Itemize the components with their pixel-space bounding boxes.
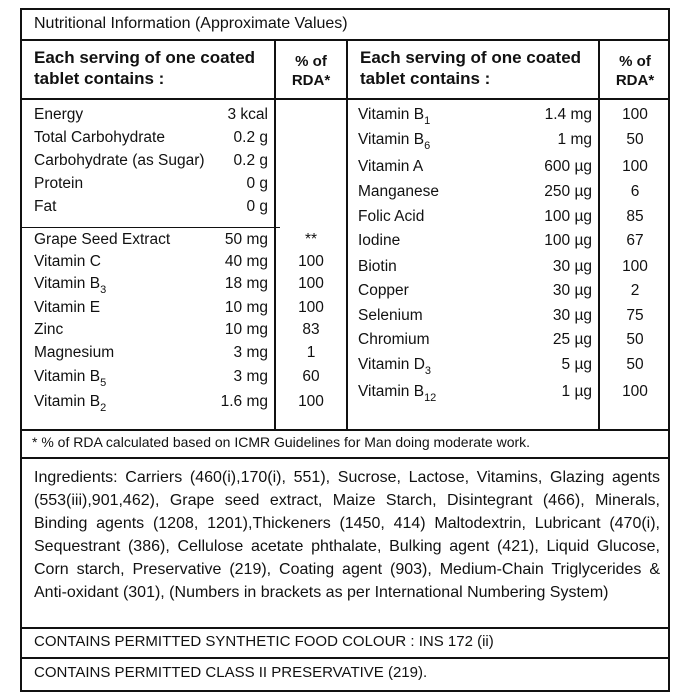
divider [22, 98, 668, 100]
nutrient-name: Protein [34, 175, 84, 192]
nutrient-amount: 0.2 g [233, 129, 268, 146]
nutrient-name: Magnesium [34, 344, 115, 361]
divider [22, 39, 668, 41]
rda-footnote: * % of RDA calculated based on ICMR Guidelines for Man doing moderate work. [32, 434, 531, 450]
nutrient-amount: 250 µg [544, 183, 592, 200]
nutrient-amount: 30 µg [552, 258, 592, 275]
nutrient-amount: 1.4 mg [544, 106, 592, 123]
header-line: % of [295, 53, 327, 70]
header-line: Each serving of one coated [34, 48, 256, 67]
nutrient-rda: 2 [630, 282, 640, 299]
label-title: Nutritional Information (Approximate Values) [34, 15, 348, 32]
nutrient-name: Chromium [358, 331, 430, 348]
nutrient-name: Vitamin $B_5$ [34, 368, 107, 389]
nutrient-rda: 83 [302, 321, 320, 338]
nutrient-rda: 100 [622, 106, 648, 123]
nutrient-amount: 0.2 g [233, 152, 268, 169]
header-line: RDA* [291, 72, 331, 89]
nutrient-rda: 100 [298, 275, 324, 292]
nutrient-name: Vitamin $B_1$ [358, 106, 431, 127]
nutrient-name: Fat [34, 198, 57, 215]
nutrient-name: Vitamin $B_6$ [358, 131, 431, 152]
nutrient-amount: 30 µg [552, 282, 592, 299]
rda-header [600, 52, 670, 90]
divider [22, 627, 668, 629]
nutrient-rda: 85 [626, 208, 644, 225]
nutrient-amount: 10 mg [224, 321, 268, 338]
nutrient-name: Copper [358, 282, 409, 299]
nutrition-label [20, 8, 670, 692]
nutrient-amount: 18 mg [224, 275, 268, 292]
divider [22, 657, 668, 659]
nutrient-amount: 0 g [246, 175, 268, 192]
nutrient-name: Vitamin $B_2$ [34, 393, 107, 414]
ingredients-text: Ingredients: Carriers (460(i),170(i), 551), Sucrose, Lactose, Vitamins, Glazing agents (553(iii),901,462), Grape seed extract, Maize Starch, Disintegrant (466), Minerals, Binding agents (1208, 1201),Thickeners (1450, 414) Maltodextrin, Lubricant (470(i), Sequestrant (386), Cellulose acetate phthalate, Bulking agent (421), Liquid Glucose, Corn starch, Preservative (219), Coating agent (903), Medium-Chain Triglycerides & Anti-oxidant (301), (Numbers in brackets as per International Numbering System) [34, 469, 660, 601]
nutrient-rda: 100 [298, 253, 324, 270]
header-line: % of [619, 53, 651, 70]
nutrient-rda: 6 [630, 183, 640, 200]
nutrient-amount: 100 µg [544, 232, 592, 249]
nutrient-amount: 3 mg [233, 344, 268, 361]
header-line: RDA* [615, 72, 655, 89]
divider [22, 429, 668, 431]
column-divider [346, 39, 348, 429]
nutrient-amount: 100 µg [544, 208, 592, 225]
nutrient-name: Vitamin A [358, 158, 424, 175]
nutrient-rda: 50 [626, 356, 644, 373]
nutrient-rda: 100 [622, 258, 648, 275]
nutrient-amount: 10 mg [224, 299, 268, 316]
nutrient-name: Zinc [34, 321, 64, 338]
nutrient-amount: 3 kcal [227, 106, 268, 123]
nutrient-name: Folic Acid [358, 208, 425, 225]
nutrient-amount: 1 µg [561, 383, 592, 400]
header-line: tablet contains : [360, 69, 491, 88]
divider [22, 457, 668, 459]
nutrient-name: Vitamin $B_3$ [34, 275, 107, 296]
header-line: Each serving of one coated [360, 48, 582, 67]
nutrient-rda: 100 [622, 383, 648, 400]
nutrient-amount: 50 mg [224, 231, 268, 248]
nutrient-name: Vitamin $D_3$ [358, 356, 432, 377]
nutrient-amount: 1.6 mg [220, 393, 268, 410]
left-header [34, 47, 255, 89]
nutrient-rda: 75 [626, 307, 644, 324]
nutrient-name: Total Carbohydrate [34, 129, 165, 146]
nutrient-rda: 50 [626, 331, 644, 348]
nutrient-rda: 50 [626, 131, 644, 148]
right-header [360, 47, 581, 89]
nutrient-amount: 25 µg [552, 331, 592, 348]
nutrient-rda: 100 [622, 158, 648, 175]
nutrient-amount: 1 mg [557, 131, 592, 148]
nutrient-name: Vitamin C [34, 253, 101, 270]
nutrient-name: Manganese [358, 183, 440, 200]
nutrient-rda: 100 [298, 299, 324, 316]
nutrient-amount: 600 µg [544, 158, 592, 175]
header-line: tablet contains : [34, 69, 165, 88]
nutrient-name: Biotin [358, 258, 397, 275]
nutrient-rda: 100 [298, 393, 324, 410]
nutrient-name: Grape Seed Extract [34, 231, 171, 248]
nutrient-rda: 60 [302, 368, 320, 385]
colour-statement: CONTAINS PERMITTED SYNTHETIC FOOD COLOUR : INS 172 (ii) [34, 633, 494, 650]
preservative-statement: CONTAINS PERMITTED CLASS II PRESERVATIVE (219). [34, 664, 428, 681]
nutrient-name: Carbohydrate (as Sugar) [34, 152, 205, 169]
nutrient-rda: 1 [306, 344, 316, 361]
nutrient-name: Energy [34, 106, 84, 123]
nutrient-rda: 67 [626, 232, 644, 249]
nutrient-name: Selenium [358, 307, 423, 324]
nutrient-rda: ** [304, 231, 318, 248]
nutrient-amount: 5 µg [561, 356, 592, 373]
divider [22, 227, 280, 228]
nutrient-amount: 3 mg [233, 368, 268, 385]
nutrient-amount: 30 µg [552, 307, 592, 324]
nutrient-name: Iodine [358, 232, 401, 249]
rda-header [276, 52, 346, 90]
nutrient-amount: 40 mg [224, 253, 268, 270]
nutrient-name: Vitamin E [34, 299, 101, 316]
nutrient-amount: 0 g [246, 198, 268, 215]
nutrient-name: Vitamin $B_{12}$ [358, 383, 437, 404]
